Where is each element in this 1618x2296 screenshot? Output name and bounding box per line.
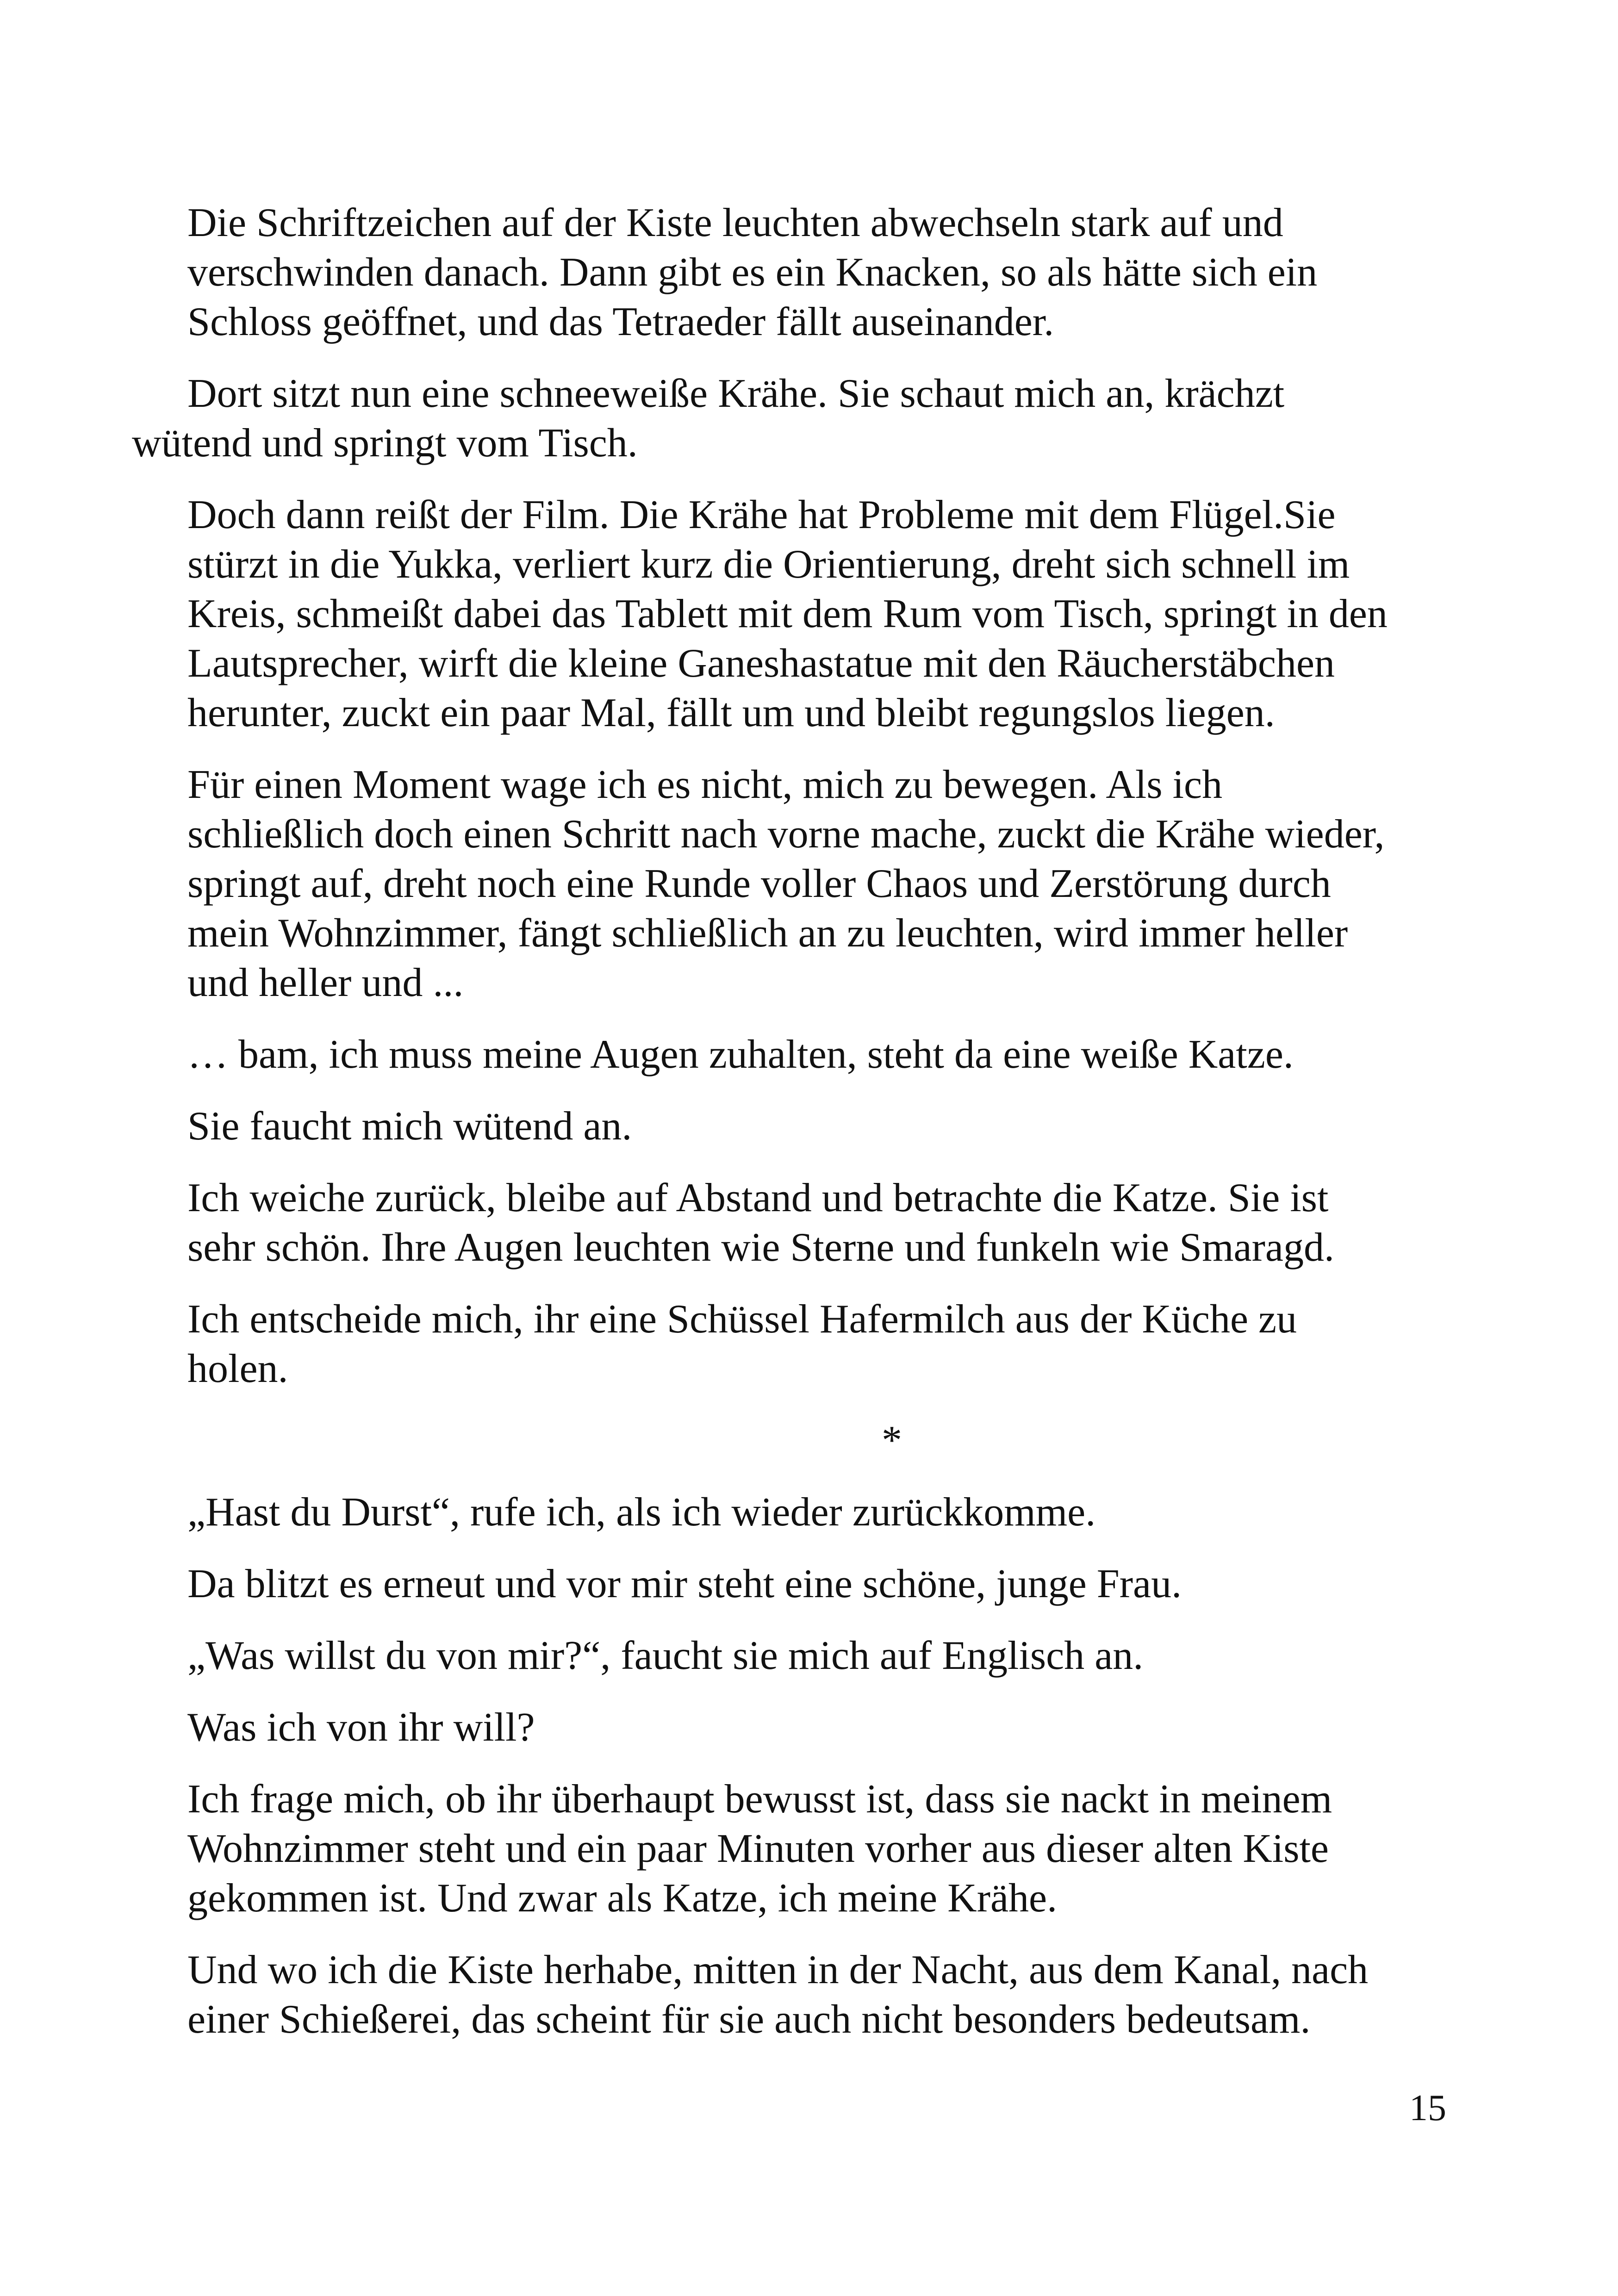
text-line: verschwinden danach. Dann gibt es ein Knacken, so als hätte sich ein <box>187 250 1318 295</box>
paragraph <box>187 1945 1465 2044</box>
text-line: einer Schießerei, das scheint für sie auch nicht besonders bedeutsam. <box>187 1997 1311 2042</box>
text-line: springt auf, dreht noch eine Runde voller Chaos und Zerstörung durch <box>187 861 1331 906</box>
text-line: Schloss geöffnet, und das Tetraeder fällt auseinander. <box>187 299 1054 344</box>
text-line: herunter, zuckt ein paar Mal, fällt um und bleibt regungslos liegen. <box>187 691 1275 735</box>
text-line: mein Wohnzimmer, fängt schließlich an zu leuchten, wird immer heller <box>187 911 1348 956</box>
text-line: Da blitzt es erneut und vor mir steht eine schöne, junge Frau. <box>187 1562 1182 1606</box>
text-line: Ich entscheide mich, ihr eine Schüssel Hafermilch aus der Küche zu <box>187 1297 1297 1342</box>
text-line: Doch dann reißt der Film. Die Krähe hat Probleme mit dem Flügel.Sie <box>187 492 1336 537</box>
asterisk-separator: * <box>882 1418 902 1463</box>
scene-separator <box>187 1416 1465 1465</box>
paragraph <box>187 1030 1465 1079</box>
paragraph <box>187 1173 1465 1272</box>
text-line: Lautsprecher, wirft die kleine Ganeshastatue mit den Räucherstäbchen <box>187 641 1335 686</box>
paragraph <box>187 1487 1465 1537</box>
text-line: Kreis, schmeißt dabei das Tablett mit dem Rum vom Tisch, springt in den <box>187 591 1388 636</box>
paragraph <box>187 1703 1465 1752</box>
paragraph <box>187 1101 1465 1151</box>
text-line: Für einen Moment wage ich es nicht, mich zu bewegen. Als ich <box>187 762 1223 807</box>
paragraph <box>187 1559 1465 1609</box>
text-line: wütend und springt vom Tisch. <box>132 421 638 466</box>
body-text <box>132 198 1465 2066</box>
paragraph <box>187 198 1465 347</box>
text-line: … bam, ich muss meine Augen zuhalten, steht da eine weiße Katze. <box>187 1032 1294 1077</box>
paragraph <box>132 369 1465 468</box>
text-line: „Hast du Durst“, rufe ich, als ich wieder zurückkomme. <box>187 1490 1096 1535</box>
text-line: Ich weiche zurück, bleibe auf Abstand und betrachte die Katze. Sie ist <box>187 1176 1329 1220</box>
text-line: Die Schriftzeichen auf der Kiste leuchten abwechseln stark auf und <box>187 200 1283 245</box>
paragraph <box>187 490 1465 738</box>
text-line: stürzt in die Yukka, verliert kurz die Orientierung, dreht sich schnell im <box>187 542 1350 587</box>
text-line: schließlich doch einen Schritt nach vorne mache, zuckt die Krähe wieder, <box>187 812 1385 857</box>
text-line: Was ich von ihr will? <box>187 1705 535 1750</box>
text-line: Und wo ich die Kiste herhabe, mitten in der Nacht, aus dem Kanal, nach <box>187 1948 1369 1992</box>
text-line: Wohnzimmer steht und ein paar Minuten vorher aus dieser alten Kiste <box>187 1826 1329 1871</box>
paragraph <box>187 1774 1465 1923</box>
paragraph <box>187 1631 1465 1680</box>
text-line: „Was willst du von mir?“, faucht sie mich auf Englisch an. <box>187 1633 1144 1678</box>
paragraph <box>187 760 1465 1008</box>
paragraph <box>187 1294 1465 1394</box>
text-line: Dort sitzt nun eine schneeweiße Krähe. Sie schaut mich an, krächzt <box>187 371 1285 416</box>
text-line: sehr schön. Ihre Augen leuchten wie Sterne und funkeln wie Smaragd. <box>187 1225 1334 1270</box>
text-line: gekommen ist. Und zwar als Katze, ich meine Krähe. <box>187 1876 1058 1921</box>
text-line: Ich frage mich, ob ihr überhaupt bewusst ist, dass sie nackt in meinem <box>187 1777 1332 1822</box>
text-line: Sie faucht mich wütend an. <box>187 1104 632 1149</box>
page-number: 15 <box>1409 2088 1446 2128</box>
text-line: und heller und ... <box>187 960 464 1005</box>
text-line: holen. <box>187 1346 288 1391</box>
